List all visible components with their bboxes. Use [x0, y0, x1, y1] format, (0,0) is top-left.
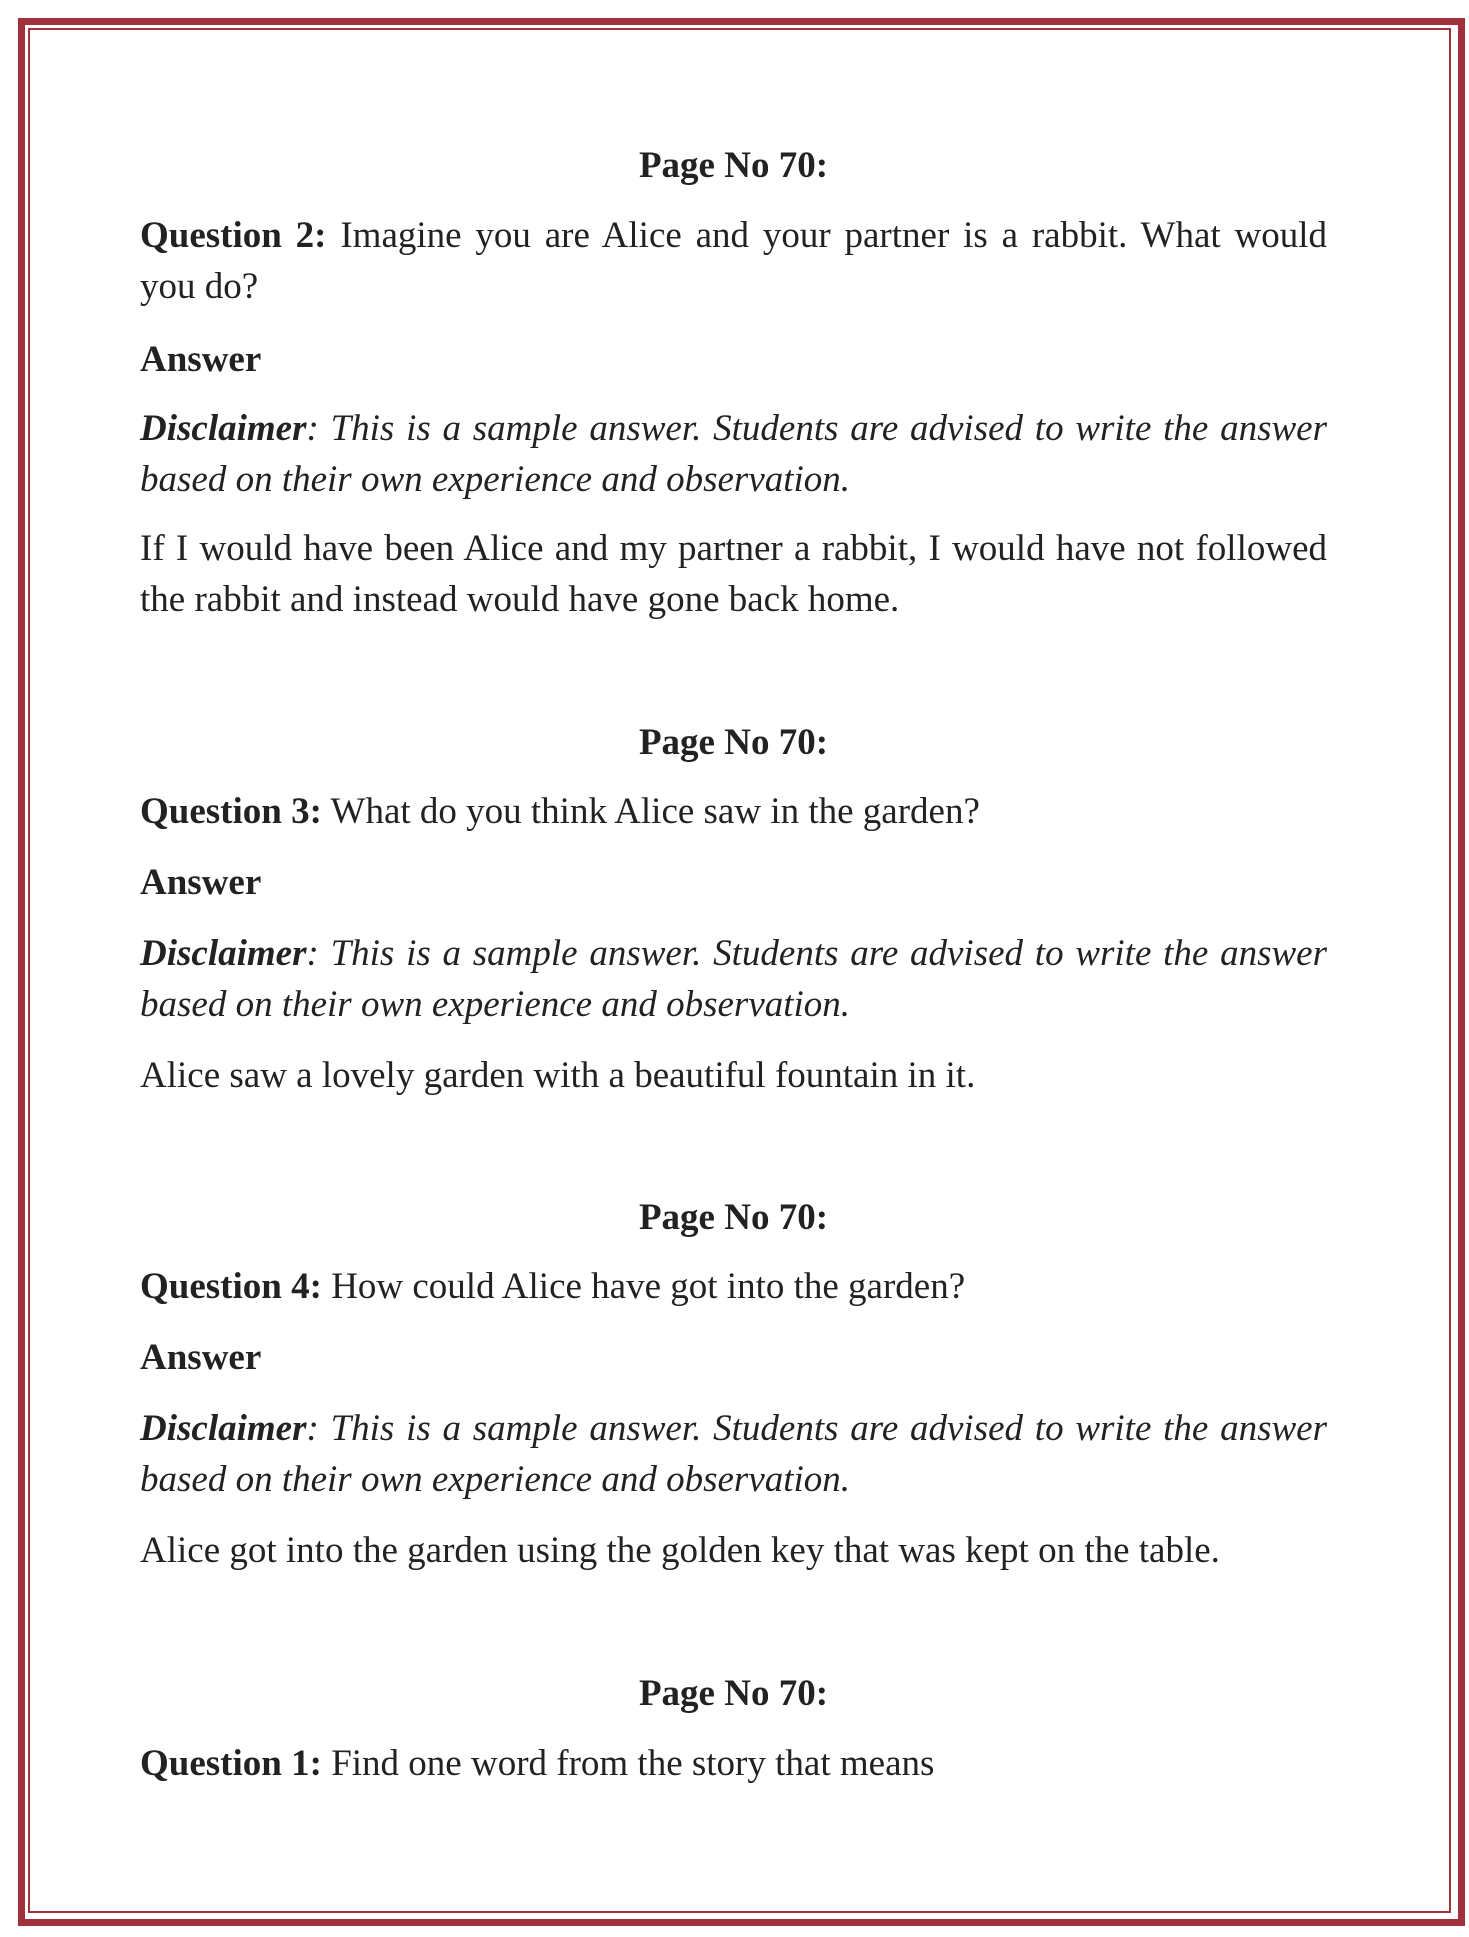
answer-text: Alice saw a lovely garden with a beautiful fountain in it.	[140, 1055, 976, 1096]
disclaimer-text: : This is a sample answer. Students are advised to write the answer based on their own experience and observation.	[140, 933, 1327, 1025]
answer-label	[140, 1332, 1327, 1383]
page-heading: Page No 70:	[638, 1197, 829, 1238]
question-label: Question 4:	[140, 1266, 322, 1307]
question-text: What do you think Alice saw in the garden?	[321, 791, 980, 832]
page-heading: Page No 70:	[638, 145, 829, 186]
question-label: Question 1:	[140, 1743, 322, 1784]
question-text: Find one word from the story that means	[321, 1743, 935, 1784]
question-text: How could Alice have got into the garden?	[321, 1266, 966, 1307]
disclaimer-label: Disclaimer	[140, 408, 307, 449]
answer-heading: Answer	[140, 339, 262, 380]
disclaimer	[140, 1403, 1327, 1505]
answer-text: If I would have been Alice and my partner a rabbit, I would have not followed the rabbit and instead would have gone back home.	[140, 528, 1327, 620]
question	[140, 210, 1327, 312]
question	[140, 1738, 1327, 1789]
question-text: Imagine you are Alice and your partner is a rabbit. What would you do?	[140, 215, 1327, 307]
disclaimer	[140, 403, 1327, 505]
answer-text: Alice got into the garden using the golden key that was kept on the table.	[140, 1530, 1220, 1571]
answer-heading: Answer	[140, 1337, 262, 1378]
disclaimer	[140, 928, 1327, 1030]
page-heading: Page No 70:	[638, 722, 829, 763]
question	[140, 1261, 1327, 1312]
question-label: Question 2:	[140, 215, 327, 256]
disclaimer-label: Disclaimer	[140, 933, 307, 974]
disclaimer-text: : This is a sample answer. Students are advised to write the answer based on their own experience and observation.	[140, 408, 1327, 500]
question-label: Question 3:	[140, 791, 322, 832]
page-heading: Page No 70:	[638, 1673, 829, 1714]
disclaimer-text: : This is a sample answer. Students are advised to write the answer based on their own experience and observation.	[140, 1408, 1327, 1500]
question	[140, 786, 1327, 837]
answer-heading: Answer	[140, 862, 262, 903]
answer-label	[140, 334, 1327, 385]
disclaimer-label: Disclaimer	[140, 1408, 307, 1449]
answer-label	[140, 857, 1327, 908]
